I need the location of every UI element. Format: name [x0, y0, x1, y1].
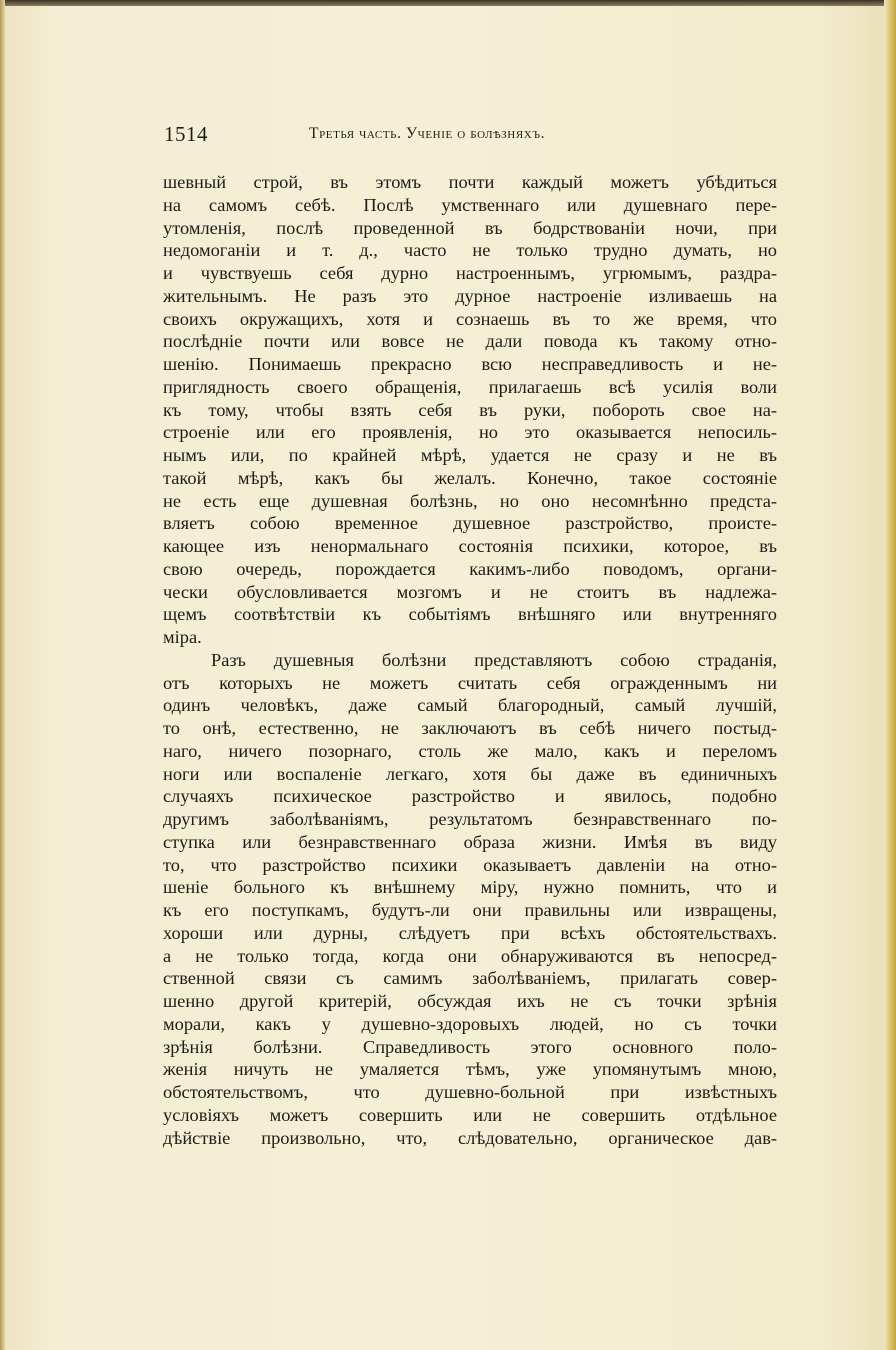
- text-line: чески обусловливается мозгомъ и не стоитъ въ надлежа-: [163, 581, 777, 602]
- text-line: морали, какъ у душевно-здоровыхъ людей, но съ точки: [163, 1013, 777, 1034]
- text-line: обстоятельствомъ, что душевно-больной при извѣстныхъ: [163, 1082, 777, 1102]
- text-line: и чувствуешь себя дурно настроеннымъ, угрюмымъ, раздра-: [163, 263, 777, 283]
- text-line: свою очередь, порождается какимъ-либо поводомъ, органи-: [163, 558, 777, 579]
- text-line: то, что разстройство психики оказываетъ давленіи на отно-: [163, 854, 777, 875]
- text-line: хороши или дурны, слѣдуетъ при всѣхъ обстоятельствахъ.: [163, 922, 777, 943]
- text-line: на самомъ себѣ. Послѣ умственнаго или душевнаго пере-: [163, 194, 777, 215]
- text-line: отъ которыхъ не можетъ считать себя огражденнымъ ни: [163, 672, 777, 693]
- text-line: міра.: [163, 627, 202, 647]
- text-line: случаяхъ психическое разстройство и явилось, подобно: [163, 786, 777, 807]
- text-line: такой мѣрѣ, какъ бы желалъ. Конечно, такое состояніе: [163, 467, 777, 488]
- text-line: женія ничуть не умаляется тѣмъ, уже упомянутымъ мною,: [163, 1059, 777, 1080]
- text-line: то онѣ, естественно, не заключаютъ въ себѣ ничего постыд-: [163, 718, 777, 738]
- text-line: ноги или воспаленіе легкаго, хотя бы даже въ единичныхъ: [163, 763, 777, 784]
- page-number: 1514: [164, 122, 208, 146]
- text-line: своихъ окружащихъ, хотя и сознаешь въ то же время, что: [163, 308, 777, 329]
- body-text: [163, 171, 777, 1149]
- page-header: [164, 122, 774, 152]
- text-line: шенно другой критерій, обсуждая ихъ не съ точки зрѣнія: [163, 991, 777, 1011]
- text-line: наго, ничего позорнаго, столь же мало, какъ и переломъ: [163, 740, 777, 761]
- text-line: жительнымъ. Не разъ это дурное настроеніе изливаешь на: [163, 285, 777, 306]
- text-line: кающее изъ ненормальнаго состоянія психики, которое, въ: [163, 536, 777, 556]
- text-line: утомленія, послѣ проведенной въ бодрствованіи ночи, при: [163, 217, 777, 238]
- text-line: къ его поступкамъ, будутъ-ли они правильны или извращены,: [163, 900, 777, 920]
- text-line: одинъ человѣкъ, даже самый благородный, самый лучшій,: [163, 695, 777, 716]
- page-left-edge: [0, 0, 5, 1350]
- text-line: щемъ соотвѣтствіи къ событіямъ внѣшняго или внутренняго: [163, 604, 777, 625]
- text-line: шеніе больного къ внѣшнему міру, нужно помнить, что и: [163, 877, 777, 898]
- text-line: къ тому, чтобы взять себя въ руки, побороть свое на-: [163, 399, 777, 420]
- text-line: другимъ заболѣваніямъ, результатомъ безнравственнаго по-: [163, 809, 777, 829]
- text-line: условіяхъ можетъ совершить или не совершить отдѣльное: [163, 1104, 777, 1125]
- text-line: нымъ или, по крайней мѣрѣ, удается не сразу и не въ: [163, 445, 777, 465]
- text-line: строеніе или его проявленія, но это оказывается непосиль-: [163, 422, 777, 443]
- text-line: зрѣнія болѣзни. Справедливость этого основного поло-: [163, 1036, 777, 1057]
- text-line: шенію. Понимаешь прекрасно всю несправедливость и не-: [163, 354, 777, 374]
- text-line: ступка или безнравственнаго образа жизни. Имѣя въ виду: [163, 831, 777, 852]
- text-line: не есть еще душевная болѣзнь, но оно несомнѣнно предста-: [163, 490, 777, 511]
- text-line: а не только тогда, когда они обнаруживаются въ непосред-: [163, 945, 777, 966]
- text-line: вляетъ собою временное душевное разстройство, происте-: [163, 513, 777, 534]
- running-title: Третья часть. Ученіе о болѣзняхъ.: [309, 125, 546, 142]
- text-line: дѣйствіе произвольно, что, слѣдовательно, органическое дав-: [163, 1127, 777, 1148]
- page-top-edge: [0, 0, 896, 6]
- text-line: послѣдніе почти или вовсе не дали повода къ такому отно-: [163, 331, 777, 352]
- paragraph-first-line: Разъ душевныя болѣзни представляютъ собою страданія,: [211, 649, 777, 670]
- page-right-edge: [884, 0, 896, 1350]
- text-line: ственной связи съ самимъ заболѣваніемъ, прилагать совер-: [163, 968, 777, 989]
- text-line: приглядность своего обращенія, прилагаешь всѣ усилія воли: [163, 376, 777, 397]
- text-line: шевный строй, въ этомъ почти каждый можетъ убѣдиться: [163, 172, 777, 192]
- text-line: недомоганіи и т. д., часто не только трудно думать, но: [163, 240, 777, 261]
